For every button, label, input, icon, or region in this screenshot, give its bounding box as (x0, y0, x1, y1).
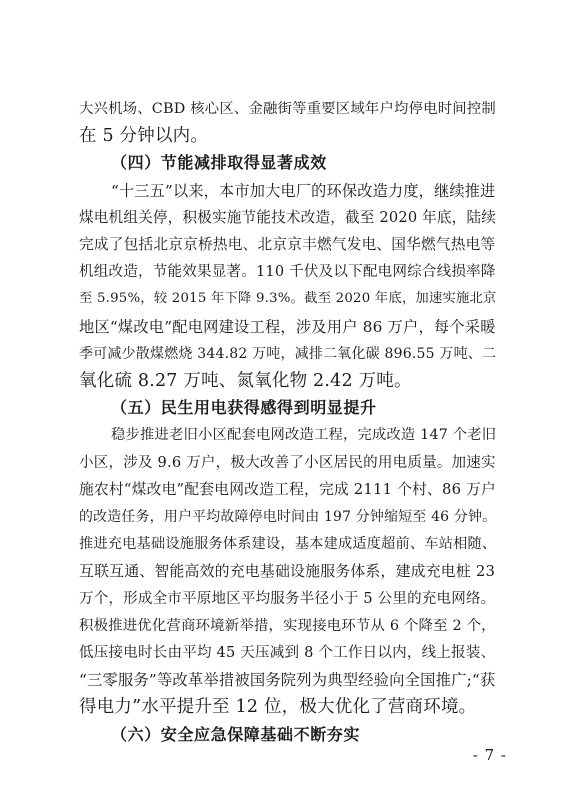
body-text-line: 季可减少散煤燃烧 344.82 万吨，减排二氧化碳 896.55 万吨、二 (79, 345, 497, 362)
body-text-line: 推进充电基础设施服务体系建设，基本建成适度超前、车站相随、 (79, 536, 497, 553)
body-text-line: 小区，涉及 9.6 万户，极大改善了小区居民的用电质量。加速实 (79, 453, 496, 471)
body-text-line: 煤电机组关停，积极实施节能技术改造，截至 2020 年底，陆续 (79, 208, 497, 226)
body-text-line: 在 5 分钟以内。 (79, 126, 209, 147)
section-heading-6: （六）安全应急保障基础不断夯实 (111, 724, 361, 744)
body-text-line: “三零服务”等改革举措被国务院列为典型经验向全国推广;“获 (79, 671, 496, 690)
body-text-line: 万个，形成全市平原地区平均服务半径小于 5 公里的充电网络。 (79, 590, 496, 607)
body-text-line: 机组改造，节能效果显著。110 千伏及以下配电网综合线损率降 (79, 263, 496, 281)
body-text-line: 的改造任务，用户平均故障停电时间由 197 分钟缩短至 46 分钟。 (79, 509, 497, 525)
page-number: - 7 - (472, 746, 507, 764)
paragraph-first-line: 稳步推进老旧小区配套电网改造工程，完成改造 147 个老旧 (111, 427, 497, 444)
body-text-line: 低压接电时长由平均 45 天压减到 8 个工作日以内，线上报装、 (79, 644, 496, 661)
body-text-line: 互联互通、智能高效的充电基础设施服务体系，建成充电桩 23 (79, 562, 496, 581)
body-text-line: 积极推进优化营商环境新举措，实现接电环节从 6 个降至 2 个， (79, 617, 496, 634)
body-text-line: 施农村“煤改电”配套电网改造工程，完成 2111 个村、86 万户 (79, 480, 496, 498)
body-text-line: 至 5.95%，较 2015 年下降 9.3%。截至 2020 年底，加速实施北京 (79, 291, 497, 307)
body-text-line: 氧化硫 8.27 万吨、氮氧化物 2.42 万吨。 (79, 371, 412, 391)
body-text-line: 地区“煤改电”配电网建设工程，涉及用户 86 万户，每个采暖 (79, 317, 496, 336)
section-heading-5: （五）民生用电获得感得到明显提升 (111, 398, 377, 418)
body-text-line: 得电力”水平提升至 12 位，极大优化了营商环境。 (79, 697, 477, 718)
body-text-line: 完成了包括北京京桥热电、北京京丰燃气发电、国华燃气热电等 (79, 236, 496, 253)
section-heading-4: （四）节能减排取得显著成效 (111, 153, 327, 173)
paragraph-first-line: “十三五”以来，本市加大电厂的环保改造力度，继续推进 (111, 181, 496, 200)
body-text-line: 大兴机场、CBD 核心区、金融街等重要区域年户均停电时间控制 (79, 101, 496, 117)
